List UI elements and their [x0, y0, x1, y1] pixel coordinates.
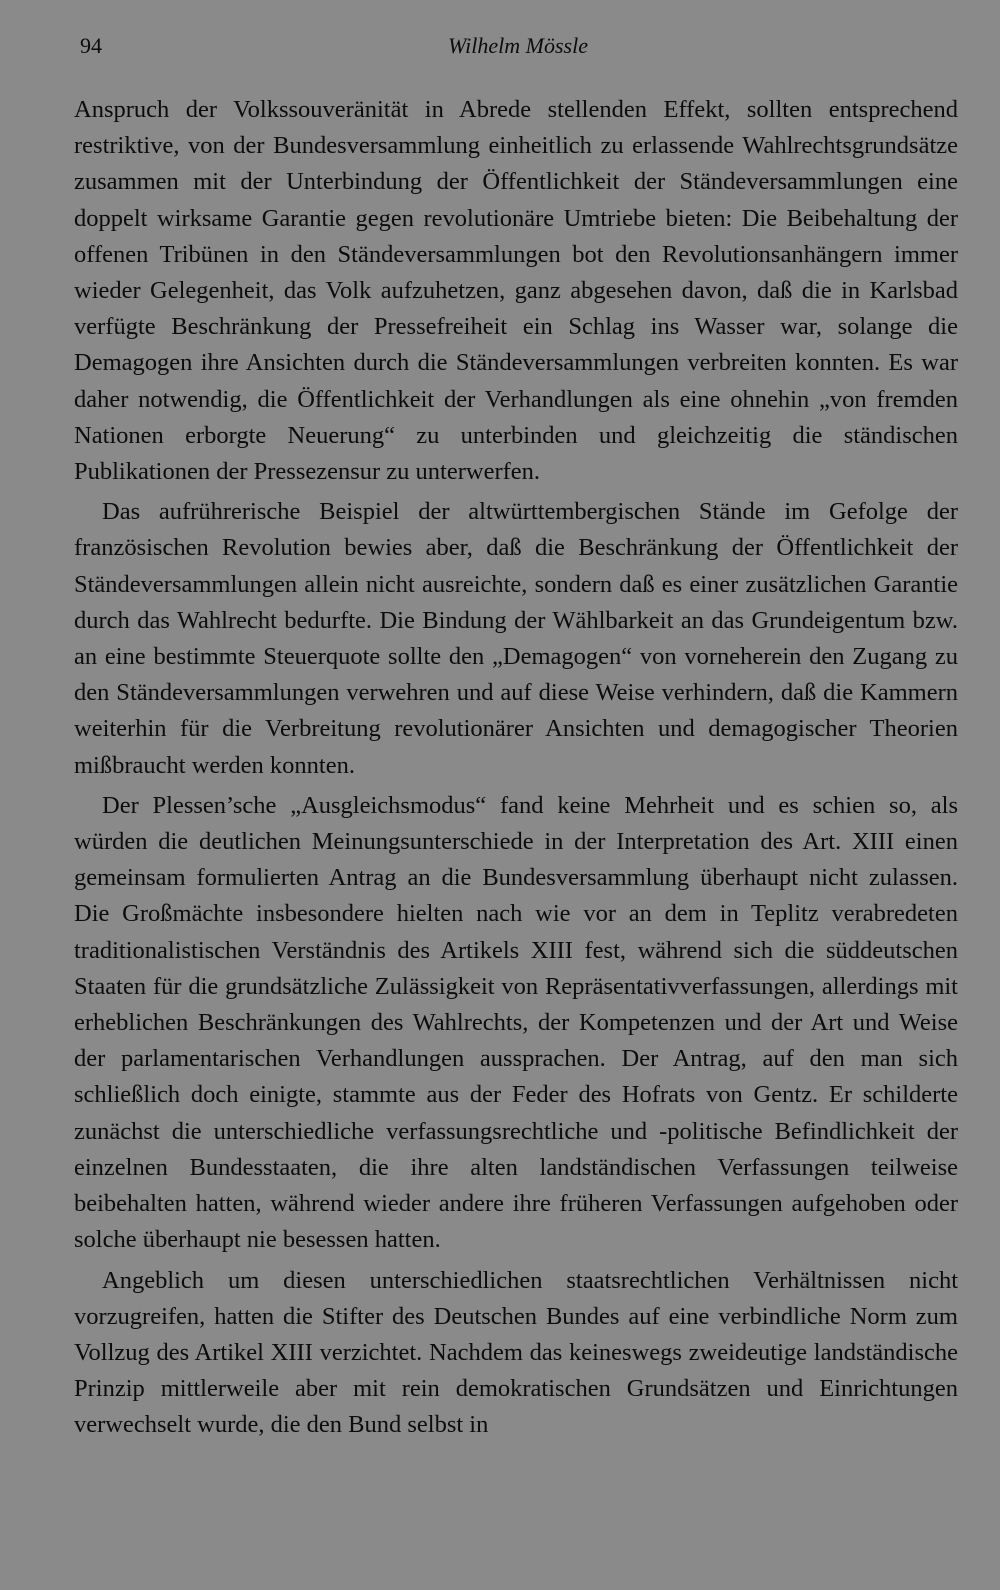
paragraph: Anspruch der Volkssouveränität in Abrede stellenden Effekt, sollten entsprechend restriktive, von der Bundesversammlung einheitlich zu erlassende Wahlrechtsgrundsätze zusammen mit der Unterbindung der Öffentlichkeit der Ständeversammlungen eine doppelt wirksame Garantie gegen revolutionäre Umtriebe bieten: Die Beibehaltung der offenen Tribünen in den Ständeversammlungen bot den Revolutionsanhängern immer wieder Gelegenheit, das Volk aufzuhetzen, ganz abgesehen davon, daß die in Karlsbad verfügte Beschränkung der Pressefreiheit ein Schlag ins Wasser war, solange die Demagogen ihre Ansichten durch die Ständeversammlungen verbreiten konnten. Es war daher notwendig, die Öffentlichkeit der Verhandlungen als eine ohnehin „von fremden Nationen erborgte Neuerung“ zu unterbinden und gleichzeitig die ständischen Publikationen der Pressezensur zu unterwerfen. — [74, 96, 958, 486]
running-head — [80, 30, 956, 62]
body-text — [74, 92, 958, 1448]
paragraph: Angeblich um diesen unterschiedlichen staatsrechtlichen Verhältnissen nicht vorzugreifen, hatten die Stifter des Deutschen Bundes auf eine verbindliche Norm zum Vollzug des Artikel XIII verzichtet. Nachdem das keineswegs zweideutige landständische Prinzip mittlerweile aber mit rein demokratischen Grundsätzen und Einrichtungen verwechselt wurde, die den Bund selbst in — [74, 1266, 958, 1439]
paragraph: Das aufrührerische Beispiel der altwürttembergischen Stände im Gefolge der französischen Revolution bewies aber, daß die Beschränkung der Öffentlichkeit der Ständeversammlungen allein nicht ausreichte, sondern daß es einer zusätzlichen Garantie durch das Wahlrecht bedurfte. Die Bindung der Wählbarkeit an das Grundeigentum bzw. an eine bestimmte Steuerquote sollte den „Demagogen“ von vorneherein den Zugang zu den Ständeversammlungen verwehren und auf diese Weise verhindern, daß die Kammern weiterhin für die Verbreitung revolutionärer Ansichten und demagogischer Theorien mißbraucht werden konnten. — [74, 498, 958, 779]
paragraph: Der Plessen’sche „Ausgleichsmodus“ fand keine Mehrheit und es schien so, als würden die deutlichen Meinungsunterschiede in der Interpretation des Art. XIII einen gemeinsam formulierten Antrag an die Bundesversammlung überhaupt nicht zulassen. Die Großmächte insbesondere hielten nach wie vor an dem in Teplitz verabredeten traditionalistischen Verständnis des Artikels XIII fest, während sich die süddeutschen Staaten für die grundsätzliche Zulässigkeit von Repräsentativverfassungen, allerdings mit erheblichen Beschränkungen des Wahlrechts, der Kompetenzen und der Art und Weise der parlamentarischen Verhandlungen aussprachen. Der Antrag, auf den man sich schließlich doch einigte, stammte aus der Feder des Hofrats von Gentz. Er schilderte zunächst die unterschiedliche verfassungsrechtliche und -politische Befindlichkeit der einzelnen Bundesstaaten, die ihre alten landständischen Verfassungen teilweise beibehalten hatten, während wieder andere ihre früheren Verfassungen aufgehoben oder solche überhaupt nie besessen hatten. — [74, 791, 958, 1254]
running-head-author: Wilhelm Mössle — [448, 33, 588, 58]
page-number: 94 — [80, 33, 102, 58]
